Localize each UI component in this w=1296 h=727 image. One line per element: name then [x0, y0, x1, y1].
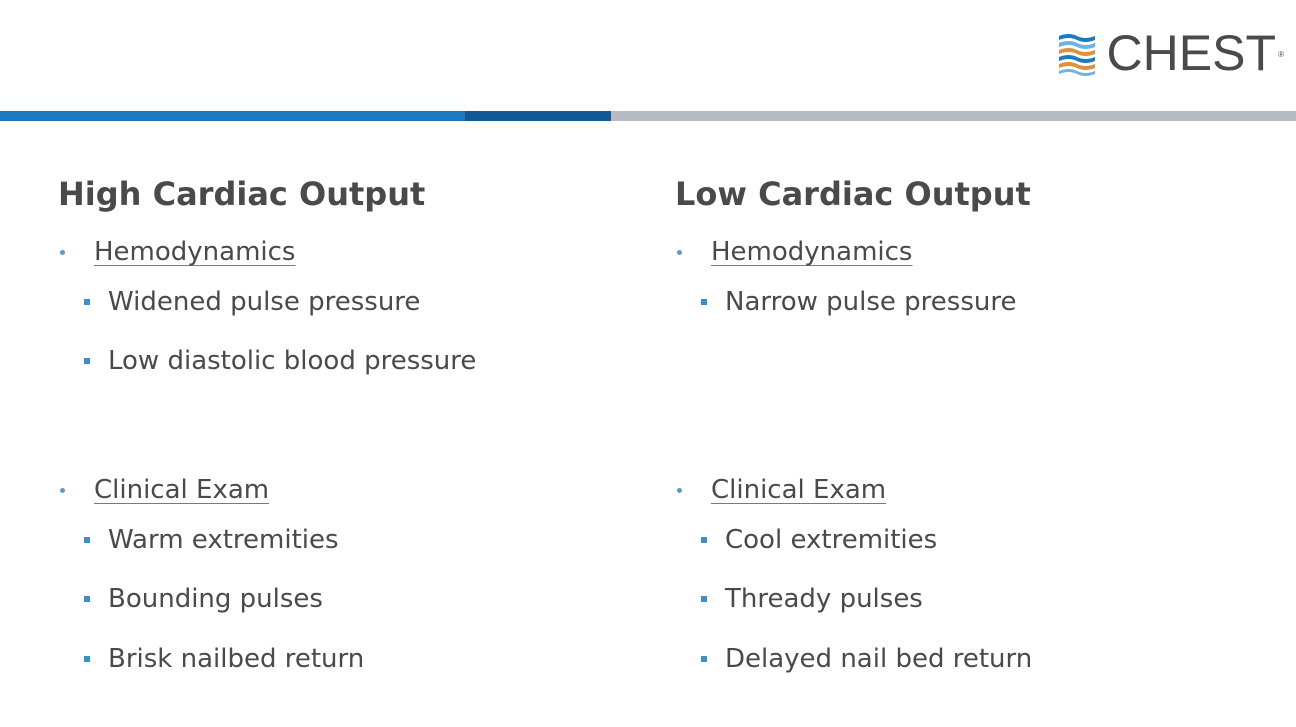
- high-exam-section: [58, 470, 364, 689]
- list-item-label: Brisk nailbed return: [108, 643, 365, 674]
- high-hemodynamics-title: Hemodynamics: [94, 237, 296, 267]
- band-segment-gray: [611, 111, 1296, 121]
- band-segment-blue: [0, 111, 465, 121]
- low-output-heading: Low Cardiac Output: [675, 175, 1031, 213]
- bullet-dot-icon: [677, 250, 682, 255]
- list-item-label: Cool extremities: [725, 524, 938, 555]
- list-item: [58, 332, 476, 392]
- list-item-label: Low diastolic blood pressure: [108, 346, 477, 377]
- list-item: [675, 510, 1032, 570]
- low-hemodynamics-section: [675, 232, 1016, 332]
- logo-wordmark: CHEST ®: [1106, 25, 1284, 81]
- low-output-column: [675, 172, 1275, 674]
- list-item: [675, 272, 1016, 332]
- bullet-dot-icon: [677, 488, 682, 493]
- square-bullet-icon: [701, 537, 707, 543]
- square-bullet-icon: [84, 656, 90, 662]
- list-item-label: Warm extremities: [108, 524, 339, 555]
- high-exam-title-row: [58, 470, 364, 510]
- high-exam-title: Clinical Exam: [94, 475, 270, 505]
- registered-mark: ®: [1278, 50, 1284, 59]
- low-exam-title-row: [675, 470, 1032, 510]
- band-segment-dark-blue: [465, 111, 611, 121]
- low-hemodynamics-title: Hemodynamics: [711, 237, 913, 267]
- list-item-label: Delayed nail bed return: [725, 643, 1033, 674]
- list-item: [58, 510, 364, 570]
- square-bullet-icon: [701, 596, 707, 602]
- list-item-label: Bounding pulses: [108, 584, 323, 615]
- list-item-label: Thready pulses: [725, 584, 923, 615]
- low-exam-section: [675, 470, 1032, 689]
- bullet-dot-icon: [60, 250, 65, 255]
- square-bullet-icon: [701, 656, 707, 662]
- list-item: [675, 629, 1032, 689]
- list-item: [675, 570, 1032, 630]
- high-hemodynamics-section: [58, 232, 476, 391]
- high-hemodynamics-title-row: [58, 232, 476, 272]
- square-bullet-icon: [701, 299, 707, 305]
- square-bullet-icon: [84, 537, 90, 543]
- bullet-dot-icon: [60, 488, 65, 493]
- list-item: [58, 272, 476, 332]
- chest-ribbon-icon: [1055, 30, 1099, 76]
- list-item: [58, 570, 364, 630]
- low-exam-title: Clinical Exam: [711, 475, 887, 505]
- list-item-label: Narrow pulse pressure: [725, 286, 1017, 317]
- square-bullet-icon: [84, 358, 90, 364]
- low-hemodynamics-title-row: [675, 232, 1016, 272]
- header-color-band: [0, 111, 1296, 121]
- high-output-heading: High Cardiac Output: [58, 175, 426, 213]
- square-bullet-icon: [84, 596, 90, 602]
- square-bullet-icon: [84, 299, 90, 305]
- list-item: [58, 629, 364, 689]
- list-item-label: Widened pulse pressure: [108, 286, 421, 317]
- high-output-column: [58, 172, 638, 674]
- chest-logo: [1055, 25, 1284, 81]
